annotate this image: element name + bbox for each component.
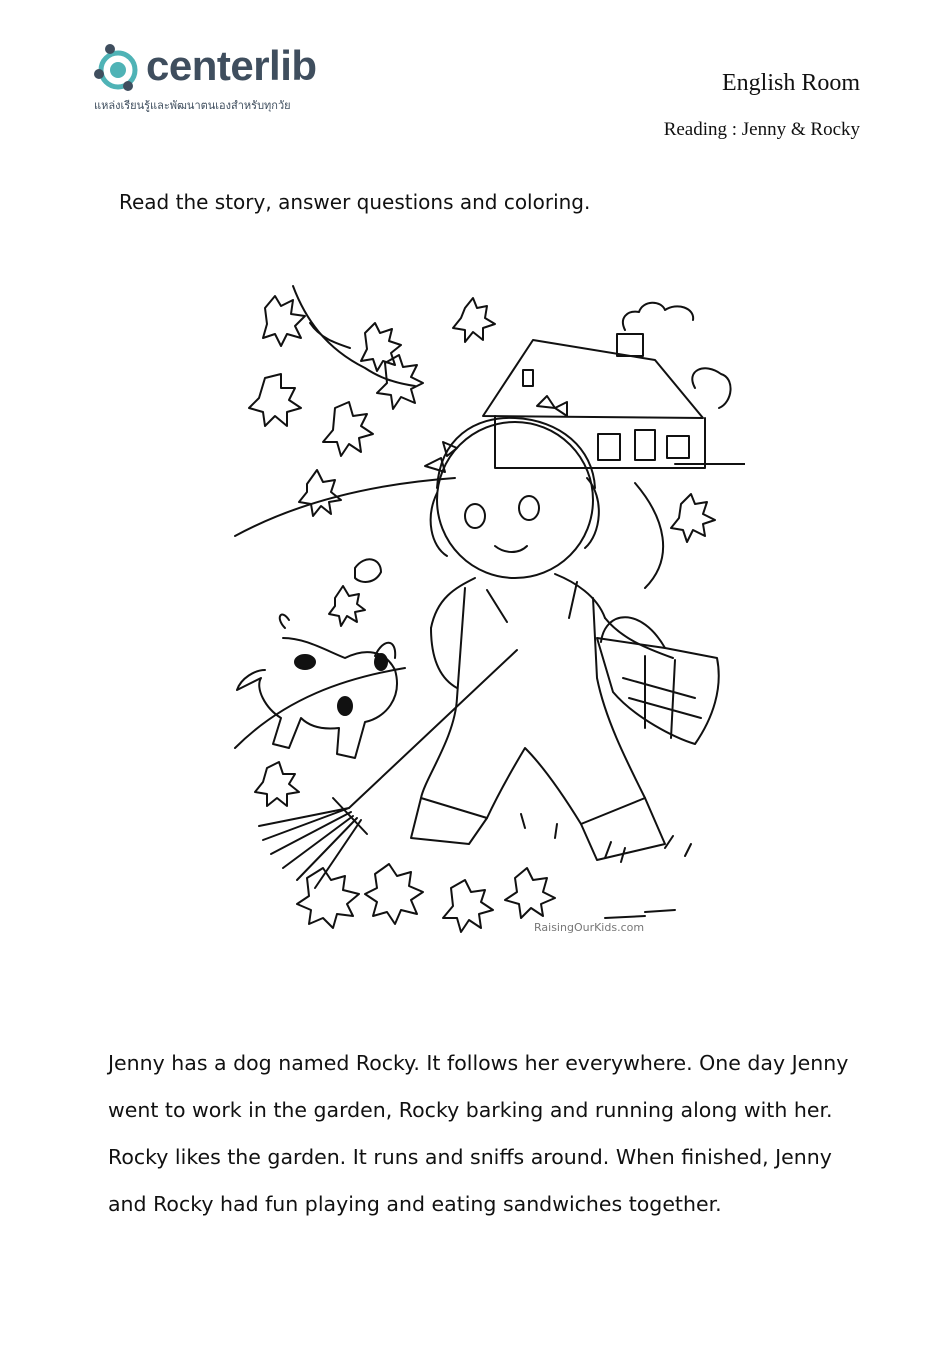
hill-line	[235, 478, 455, 536]
illustration-credit: RaisingOurKids.com	[534, 921, 645, 934]
rake	[259, 650, 517, 888]
logo-tagline: แหล่งเรียนรู้และพัฒนาตนเองสำหรับทุกวัย	[94, 99, 291, 112]
story-line: Rocky likes the garden. It runs and sniffs around. When finished, Jenny	[108, 1145, 832, 1169]
header-room-title: English Room	[721, 70, 860, 96]
story-line: went to work in the garden, Rocky barking and running along with her.	[108, 1098, 833, 1122]
logo-molecule-icon	[92, 40, 148, 96]
path-line	[635, 483, 663, 588]
story-paragraph	[108, 1040, 878, 1228]
logo-wordmark: centerlib	[146, 42, 317, 89]
instruction-text: Read the story, answer questions and coloring.	[119, 190, 591, 214]
basket	[597, 617, 719, 744]
branch-leaves	[249, 286, 495, 456]
dog	[237, 615, 397, 758]
house	[483, 303, 745, 468]
story-line: and Rocky had fun playing and eating sandwiches together.	[108, 1192, 722, 1216]
girl-figure	[411, 396, 673, 860]
story-line: Jenny has a dog named Rocky. It follows her everywhere. One day Jenny	[108, 1051, 849, 1075]
centerlib-logo	[92, 40, 352, 120]
header-reading-title: Reading : Jenny & Rocky	[663, 119, 860, 140]
coloring-illustration	[225, 278, 745, 943]
